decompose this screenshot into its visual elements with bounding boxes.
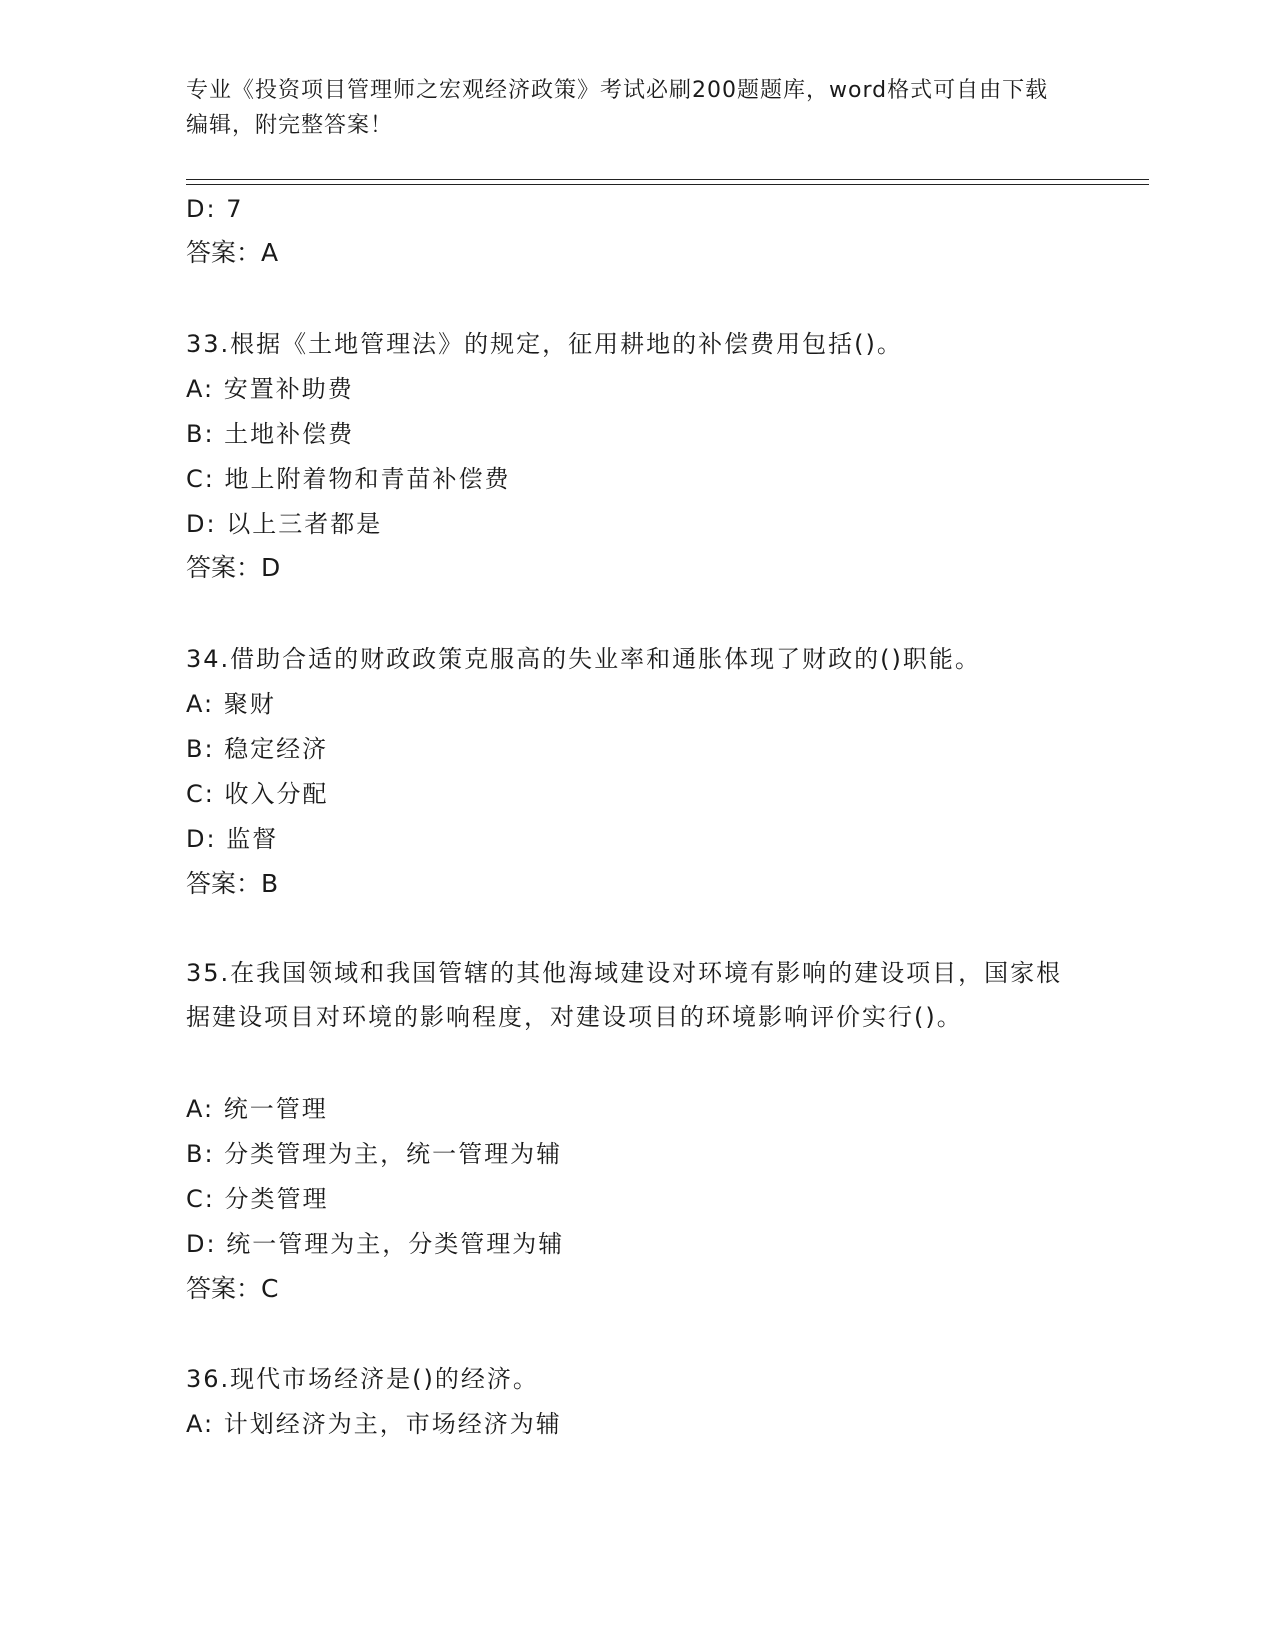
q35-option-b: B: 分类管理为主，统一管理为辅	[186, 1140, 563, 1168]
q33-option-c: C: 地上附着物和青苗补偿费	[186, 465, 511, 493]
header-rule-top	[186, 179, 1149, 180]
q33-option-a: A: 安置补助费	[186, 375, 354, 403]
q33-option-b: B: 土地补偿费	[186, 420, 355, 448]
q35-option-c: C: 分类管理	[186, 1185, 329, 1213]
question-stem-36: 36.现代市场经济是()的经济。	[186, 1365, 539, 1393]
q34-option-a: A: 聚财	[186, 690, 276, 718]
q34-option-b: B: 稳定经济	[186, 735, 329, 763]
question-stem-34: 34.借助合适的财政政策克服高的失业率和通胀体现了财政的()职能。	[186, 645, 981, 673]
q34-option-d: D: 监督	[186, 825, 279, 853]
q33-answer: 答案：D	[186, 553, 281, 582]
header-rule-bottom	[186, 184, 1149, 185]
q33-option-d: D: 以上三者都是	[186, 510, 383, 538]
q36-option-a: A: 计划经济为主，市场经济为辅	[186, 1410, 562, 1438]
q34-answer: 答案：B	[186, 869, 279, 898]
prev-answer: 答案：A	[186, 238, 279, 267]
page-header: 专业《投资项目管理师之宏观经济政策》考试必刷200题题库，word格式可自由下载编辑，附完整答案！	[186, 78, 1049, 138]
q34-option-c: C: 收入分配	[186, 780, 329, 808]
q35-answer: 答案：C	[186, 1274, 279, 1303]
prev-option-d: D: 7	[186, 195, 244, 223]
question-stem-35: 35.在我国领域和我国管辖的其他海域建设对环境有影响的建设项目，国家根据建设项目对环境的影响程度，对建设项目的环境影响评价实行()。	[186, 959, 1063, 1031]
q35-option-a: A: 统一管理	[186, 1095, 328, 1123]
q35-option-d: D: 统一管理为主，分类管理为辅	[186, 1230, 565, 1258]
question-stem-33: 33.根据《土地管理法》的规定，征用耕地的补偿费用包括()。	[186, 330, 903, 358]
